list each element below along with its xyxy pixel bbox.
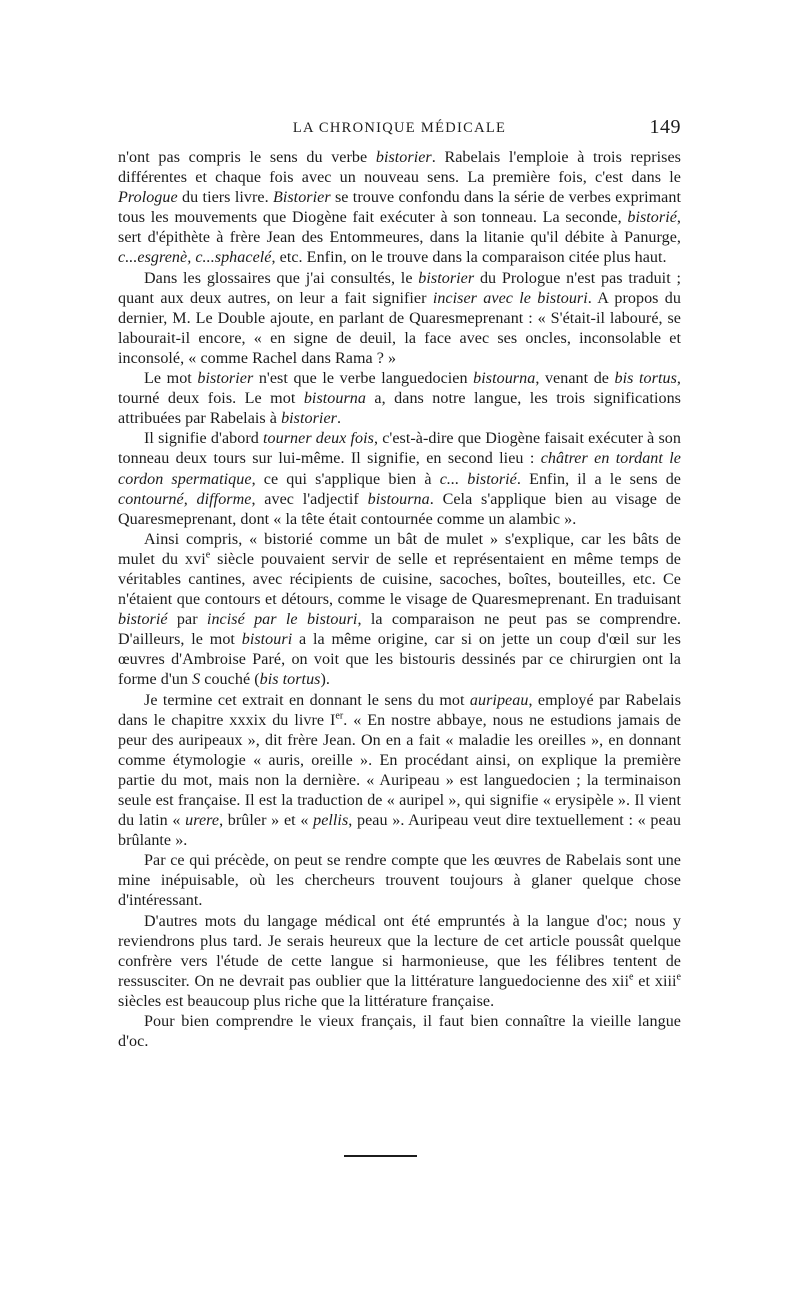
paragraph-text: Par ce qui précède, on peut se rendre compte que les œuvres de Rabelais sont une mine inépuisable, où les chercheurs trouvent toujours à glaner quelque chose d'intéressant. — [118, 852, 681, 910]
italic-text: bistorier — [375, 149, 432, 166]
italic-text: contourné, difforme — [118, 490, 252, 508]
paragraph-text: , venant de — [535, 370, 615, 388]
italic-text: bistorié — [627, 209, 677, 227]
paragraph-text: Il signifie d'abord — [144, 430, 263, 448]
paragraph-text: D'autres mots du langage médical ont été empruntés à la langue d'oc; nous y reviendrons plus tard. Je serais heureux que la lecture de cet article poussât quelque confrère vers l'étude de cette langue si harmonieuse, que les félibres tentent de ressusciter. On ne devrait pas oublier que la littérature languedocienne des xii — [118, 912, 681, 990]
journal-title: LA CHRONIQUE MÉDICALE — [292, 120, 507, 136]
italic-text: châtrer en tordant le cordon spermatique — [118, 450, 681, 488]
paragraph-text: par — [167, 611, 207, 629]
italic-text: c... bistorié — [439, 470, 517, 488]
paragraph-text: couché ( — [200, 671, 260, 689]
paragraph — [118, 148, 681, 269]
superscript-text: e — [205, 549, 211, 561]
page-number: 149 — [649, 116, 681, 138]
paragraph-text: . A propos du dernier, M. Le Double ajoute, en parlant de Quaresmeprenant : « S'était-il labouré, se labourait-il encore, « en signe de deuil, la face avec ses oncles, inconsolable et inconsolé, « comme Rachel dans Rama ? » — [118, 289, 681, 367]
paragraph — [118, 1012, 681, 1052]
paragraph-text: , la comparaison ne peut pas se comprendre. D'ailleurs, le mot — [118, 611, 681, 649]
italic-text: bistourna — [473, 370, 536, 388]
italic-text: incisé par le bistouri — [206, 611, 358, 629]
italic-text: bistorier — [418, 269, 475, 287]
paragraph-text: se trouve confondu dans la série de verbes exprimant tous les mouvements que Diogène fait exécuter à son tonneau. La seconde, — [118, 189, 681, 227]
paragraph-text: , employé par Rabelais dans le chapitre xxxix du livre I — [118, 691, 682, 729]
paragraph-text: , ce qui s'applique bien à — [251, 470, 440, 488]
paragraph-text: du tiers livre. — [177, 189, 273, 207]
paragraph — [118, 851, 681, 911]
superscript-text: e — [676, 971, 682, 983]
paragraph-text: , etc. Enfin, on le trouve dans la comparaison citée plus haut. — [271, 249, 667, 267]
superscript-text: er — [335, 710, 344, 722]
paragraph-text: , sert d'épithète à frère Jean des Entommeures, dans la litanie qu'il débite à Panurge, — [118, 209, 681, 247]
end-rule — [344, 1155, 417, 1157]
italic-text: auripeau — [469, 691, 529, 709]
italic-text: bistorier — [197, 370, 254, 388]
paragraph-text: . — [336, 410, 342, 428]
italic-text: c...esgrenè, c...sphacelé — [118, 249, 272, 267]
italic-text: bistourna — [303, 390, 366, 408]
running-head — [118, 118, 681, 142]
paragraph — [118, 429, 681, 529]
italic-text: Bistorier — [272, 189, 331, 207]
paragraph-text: n'est que le verbe languedocien — [253, 370, 474, 388]
paragraph-text: siècles est beaucoup plus riche que la littérature française. — [118, 992, 495, 1010]
paragraph-text: Dans les glossaires que j'ai consultés, le — [144, 269, 419, 287]
italic-text: pellis — [313, 812, 349, 830]
paragraph-text: . Rabelais l'emploie à trois reprises différentes et chaque fois avec un nouveau sens. La première fois, c'est dans le — [118, 149, 681, 187]
article-text — [118, 148, 681, 1052]
italic-text: bistorié — [118, 611, 168, 629]
italic-text: urere — [185, 812, 220, 830]
paragraph-text: a, dans notre langue, les trois significations attribuées par Rabelais à — [118, 390, 681, 428]
paragraph-text: Ainsi compris, « bistorié comme un bât de mulet » s'explique, car les bâts de mulet du xvi — [118, 530, 681, 568]
paragraph-text: a la même origine, car si on jette un coup d'œil sur les œuvres d'Ambroise Paré, on voit que les bistouris dessinés par ce chirurgien ont la forme d'un — [118, 631, 681, 689]
paragraph — [118, 530, 681, 691]
paragraph-text: Pour bien comprendre le vieux français, il faut bien connaître la vieille langue d'oc. — [118, 1013, 681, 1051]
paragraph-text: . Enfin, il a le sens de — [516, 470, 681, 488]
italic-text: tourner deux fois — [263, 430, 374, 448]
italic-text: Prologue — [118, 189, 178, 207]
superscript-text: e — [628, 971, 634, 983]
paragraph-text: . « En nostre abbaye, nous ne estudions jamais de peur des auripeaux », dit frère Jean. On en a fait « maladie les oreilles », en donnant comme étymologie « auris, oreille ». En procédant ainsi, on explique la première partie du mot, mais non la dernière. « Auripeau » est languedocien ; la terminaison seule est française. Il est la traduction de « auripel », qui signifie « erysipèle ». Il vient du latin « — [118, 711, 681, 830]
paragraph-text: , peau ». Auripeau veut dire textuellement : « peau brûlante ». — [118, 812, 682, 850]
italic-text: bistouri — [241, 631, 293, 649]
paragraph — [118, 369, 681, 429]
italic-text: bis tortus — [259, 671, 321, 689]
paragraph-text: , c'est-à-dire que Diogène faisait exécuter à son tonneau deux tours sur lui-même. Il signifie, en second lieu : — [118, 430, 682, 468]
paragraph-text: , tourné deux fois. Le mot — [118, 370, 681, 408]
paragraph-text: Je termine cet extrait en donnant le sens du mot — [144, 691, 470, 709]
paragraph-text: ). — [320, 671, 330, 689]
paragraph — [118, 912, 681, 1012]
paragraph-text: , avec l'adjectif — [251, 490, 368, 508]
italic-text: bistorier — [281, 410, 337, 428]
paragraph-text: et xiii — [633, 972, 677, 990]
paragraph-text: . Cela s'applique bien au visage de Quaresmeprenant, dont « la tête était contournée comme un alambic ». — [118, 490, 681, 528]
paragraph — [118, 691, 681, 852]
italic-text: inciser avec le bistouri — [432, 289, 588, 307]
italic-text: bistourna — [367, 490, 430, 508]
italic-text: S — [192, 671, 201, 689]
paragraph-text: du Prologue n'est pas traduit ; quant aux deux autres, on leur a fait signifier — [118, 269, 681, 307]
paragraph-text: siècle pouvaient servir de selle et représentaient en même temps de véritables cantines, avec récipients de cuisine, sacoches, boîtes, bouteilles, etc. Ce n'étaient que contours et détours, comme le visage de Quaresmeprenant. En traduisant — [118, 550, 681, 609]
paragraph-text: , brûler » et « — [219, 812, 314, 830]
paragraph-text: Le mot — [144, 370, 198, 388]
paragraph — [118, 269, 681, 369]
italic-text: bis tortus — [614, 370, 677, 388]
paragraph-text: n'ont pas compris le sens du verbe — [118, 149, 376, 166]
